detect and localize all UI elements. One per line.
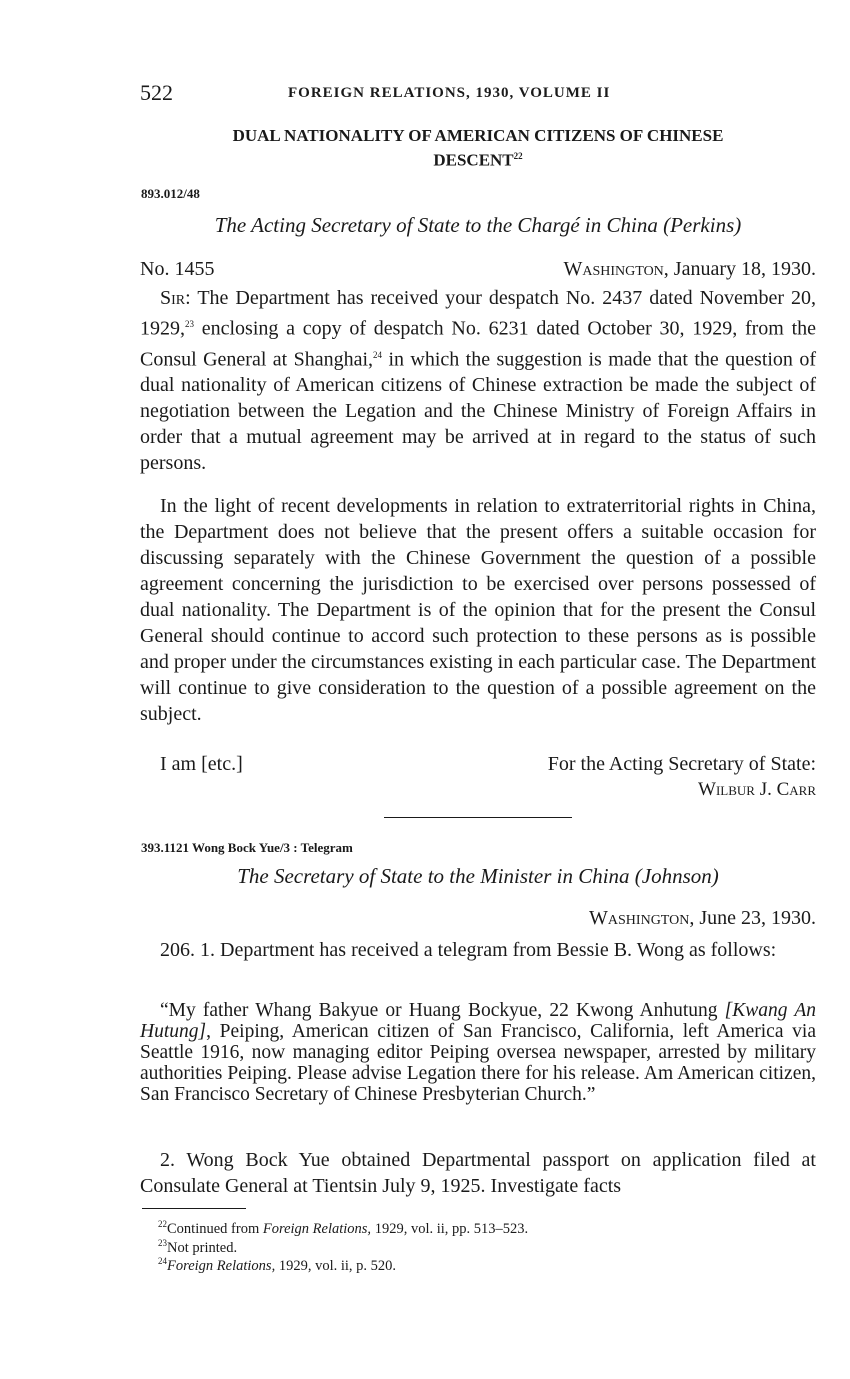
footnote-mark: 22 [158, 1219, 167, 1229]
section-title-line2: DESCENT [433, 150, 514, 170]
date: , June 23, 1930. [689, 907, 816, 929]
section-title-line1: DUAL NATIONALITY OF AMERICAN CITIZENS OF CHINESE [232, 126, 724, 145]
file-number: 893.012/48 [141, 186, 200, 201]
footnote-ref: 23 [185, 319, 194, 329]
footnote [158, 1216, 528, 1237]
footnote-ref: 24 [373, 349, 383, 360]
quote-text: , Peiping, American citizen of San Francisco, California, left America via Seattle 1916, now managing editor Peiping oversea newspaper, arrested by military authorities Peiping. Please advise Legation there for his release. Am American citizen, San Francisco Secretary of Chinese Presbyterian Church.” [140, 1021, 816, 1105]
quote-text: “My father Whang Bakyue or Huang Bockyue, 22 Kwong Anhutung [160, 1000, 725, 1021]
footnote-text: Not printed. [167, 1239, 238, 1256]
paragraph [140, 937, 816, 963]
paragraph [140, 1147, 816, 1199]
place: Washington [563, 258, 664, 280]
file-number: 393.1121 Wong Bock Yue/3 : Telegram [141, 840, 353, 855]
footnote-italic: Foreign Relations, [262, 1220, 372, 1237]
para-text: : The Department has received your despatch No. 2437 dated November 20, 1929, [140, 287, 816, 340]
place-date [564, 258, 817, 281]
dateline [140, 258, 816, 281]
for-line: For the Acting Secretary of State: [547, 753, 816, 775]
running-head: FOREIGN RELATIONS, 1930, VOLUME II [288, 85, 611, 101]
footnote-rule [142, 1208, 246, 1209]
closing-row [140, 753, 816, 776]
heading-main: The Secretary of State to the Minister in China [237, 864, 630, 888]
document-heading [140, 864, 816, 889]
date: , January 18, 1930. [663, 258, 816, 280]
section-title [140, 126, 816, 171]
document-heading [140, 213, 816, 238]
despatch-number: No. 1455 [140, 258, 215, 280]
footnote-text: 1929, vol. ii, p. 520. [275, 1257, 397, 1274]
heading-name: (Johnson) [634, 864, 719, 888]
footnote-ref: 22 [513, 151, 523, 161]
paragraph [140, 285, 816, 476]
quoted-telegram [140, 1000, 816, 1105]
para-text: 2. Wong Bock Yue obtained Departmental passport on application filed at Consulate General at Tientsin July 9, 1925. Investigate facts [140, 1149, 816, 1197]
para-text: enclosing a copy of despatch No. 6231 dated October 30, 1929, from the Consul General at Shanghai, [140, 317, 816, 371]
footnote-italic: Foreign Relations, [167, 1257, 276, 1274]
closing: I am [etc.] [160, 753, 243, 775]
footnote-text: Continued from [167, 1220, 263, 1237]
separator-rule [384, 817, 572, 818]
quote-italic: [Kwang An Hutung] [140, 1000, 816, 1042]
dateline [589, 907, 816, 930]
footnote-mark: 24 [158, 1256, 167, 1266]
salutation: Sir [160, 287, 186, 309]
footnote-mark: 23 [158, 1238, 167, 1248]
heading-main: The Acting Secretary of State to the Chargé in China [214, 213, 658, 237]
paragraph [140, 493, 816, 727]
heading-name: (Perkins) [663, 213, 742, 237]
footnote-text: 1929, vol. ii, pp. 513–523. [371, 1220, 529, 1237]
page-number: 522 [140, 80, 173, 105]
footnote [158, 1253, 396, 1274]
para-text: 206. 1. Department has received a telegram from Bessie B. Wong as follows: [160, 939, 777, 961]
para-text: in which the suggestion is made that the question of dual nationality of American citizens of Chinese extraction be made the subject of negotiation between the Legation and the Chinese Ministry of Foreign Affairs in order that a mutual agreement may be arrived at in regard to the status of such persons. [140, 348, 816, 475]
signature: Wilbur J. Carr [698, 779, 816, 800]
place: Washington [589, 907, 690, 929]
para-text: In the light of recent developments in relation to extraterritorial rights in China, the Department does not believe that the present offers a suitable occasion for discussing separately with the Chinese Government the question of a possible agreement concerning the jurisdiction to be exercised over persons possessed of dual nationality. The Department is of the opinion that for the present the Consul General should continue to accord such protection to these persons as is possible and proper under the circumstances existing in each particular case. The Department will continue to give consideration to the question of a possible agreement on the subject. [140, 495, 817, 725]
